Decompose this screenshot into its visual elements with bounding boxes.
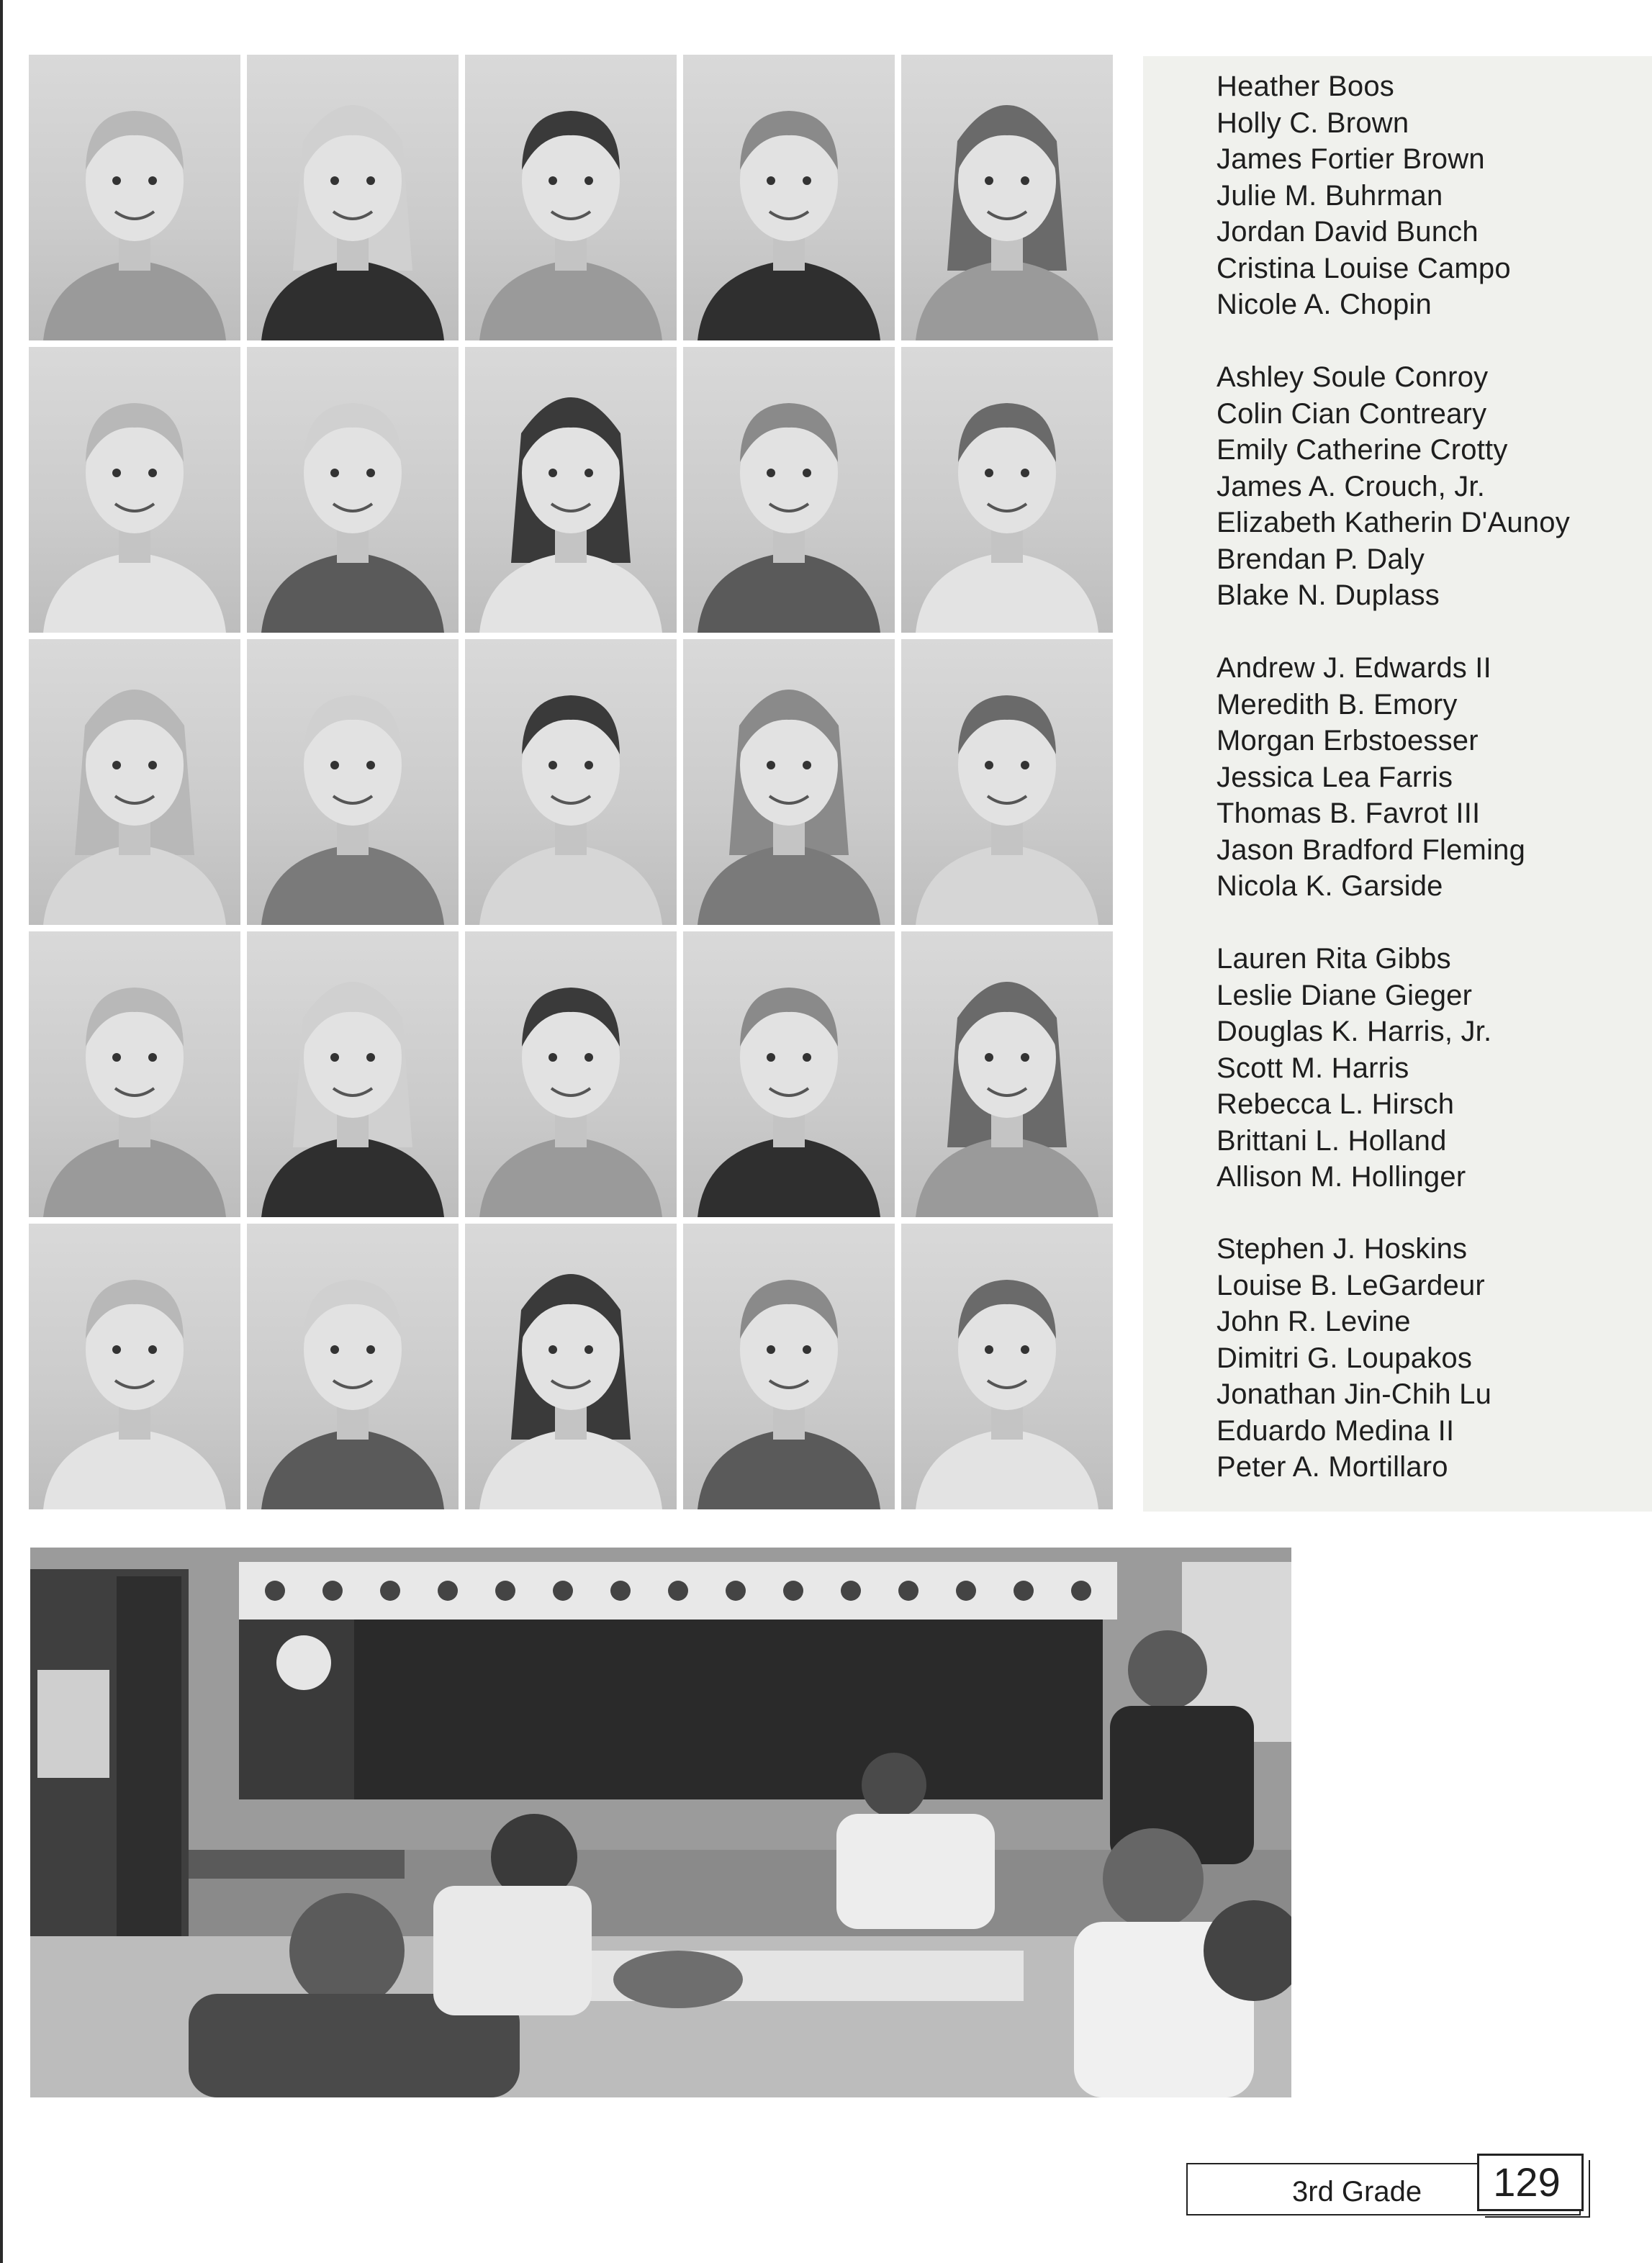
student-portrait (901, 55, 1113, 340)
student-name: John R. Levine (1217, 1306, 1411, 1337)
names-panel (1143, 56, 1652, 1512)
name-group (1217, 68, 1511, 323)
student-portrait (29, 347, 240, 633)
student-name: James Fortier Brown (1217, 143, 1485, 175)
student-portrait (29, 639, 240, 925)
student-name: Jordan David Bunch (1217, 216, 1479, 248)
student-name: Cristina Louise Campo (1217, 252, 1511, 284)
student-name: Stephen J. Hoskins (1217, 1233, 1468, 1265)
student-portrait (247, 639, 459, 925)
student-portrait (683, 639, 895, 925)
student-name: Heather Boos (1217, 71, 1394, 102)
student-name: Douglas K. Harris, Jr. (1217, 1016, 1492, 1047)
student-name: Elizabeth Katherin D'Aunoy (1217, 507, 1570, 538)
student-portrait (901, 1224, 1113, 1509)
student-portrait (247, 55, 459, 340)
student-name: James A. Crouch, Jr. (1217, 470, 1486, 502)
student-name: Rebecca L. Hirsch (1217, 1088, 1455, 1120)
page-number: 129 (1493, 2159, 1561, 2205)
student-name: Jason Bradford Fleming (1217, 834, 1526, 866)
student-portrait (901, 931, 1113, 1217)
student-name: Julie M. Buhrman (1217, 179, 1443, 212)
page-number-box (1477, 2154, 1584, 2211)
student-portrait (901, 639, 1113, 925)
student-portrait (29, 1224, 240, 1509)
student-portrait (683, 931, 895, 1217)
student-name: Louise B. LeGardeur (1217, 1269, 1485, 1301)
student-name: Andrew J. Edwards II (1217, 652, 1491, 684)
classroom-photo (30, 1548, 1291, 2097)
student-name: Dimitri G. Loupakos (1217, 1342, 1473, 1374)
student-name: Nicola K. Garside (1217, 870, 1443, 902)
student-portrait (465, 55, 677, 340)
student-name: Meredith B. Emory (1217, 688, 1458, 721)
student-name: Thomas B. Favrot III (1217, 798, 1481, 829)
portrait-grid (29, 55, 1112, 1512)
student-name: Leslie Diane Gieger (1217, 979, 1473, 1011)
student-portrait (683, 1224, 895, 1509)
student-portrait (465, 931, 677, 1217)
student-portrait (247, 931, 459, 1217)
student-portrait (247, 347, 459, 633)
student-name: Brendan P. Daly (1217, 543, 1425, 575)
student-name: Allison M. Hollinger (1217, 1161, 1466, 1193)
student-portrait (465, 347, 677, 633)
student-portrait (901, 347, 1113, 633)
student-portrait (247, 1224, 459, 1509)
student-name: Lauren Rita Gibbs (1217, 943, 1451, 975)
name-group (1217, 1231, 1491, 1486)
student-portrait (29, 931, 240, 1217)
name-group (1217, 359, 1570, 614)
student-portrait (465, 639, 677, 925)
student-name: Nicole A. Chopin (1217, 289, 1432, 320)
student-name: Holly C. Brown (1217, 107, 1409, 139)
student-portrait (683, 347, 895, 633)
student-name: Emily Catherine Crotty (1217, 434, 1508, 466)
student-name: Jessica Lea Farris (1217, 761, 1453, 793)
student-name: Peter A. Mortillaro (1217, 1451, 1448, 1483)
student-name: Jonathan Jin-Chih Lu (1217, 1378, 1492, 1410)
student-name: Blake N. Duplass (1217, 579, 1440, 611)
student-portrait (29, 55, 240, 340)
student-name: Eduardo Medina II (1217, 1414, 1455, 1447)
student-portrait (683, 55, 895, 340)
student-portrait (465, 1224, 677, 1509)
grade-label: 3rd Grade (1292, 2176, 1422, 2208)
student-name: Brittani L. Holland (1217, 1124, 1447, 1157)
student-name: Ashley Soule Conroy (1217, 361, 1489, 393)
student-name: Colin Cian Contreary (1217, 397, 1487, 430)
name-group (1217, 941, 1491, 1196)
name-group (1217, 650, 1525, 905)
student-name: Scott M. Harris (1217, 1052, 1409, 1084)
page-left-edge (0, 0, 3, 2263)
student-name: Morgan Erbstoesser (1217, 725, 1479, 756)
